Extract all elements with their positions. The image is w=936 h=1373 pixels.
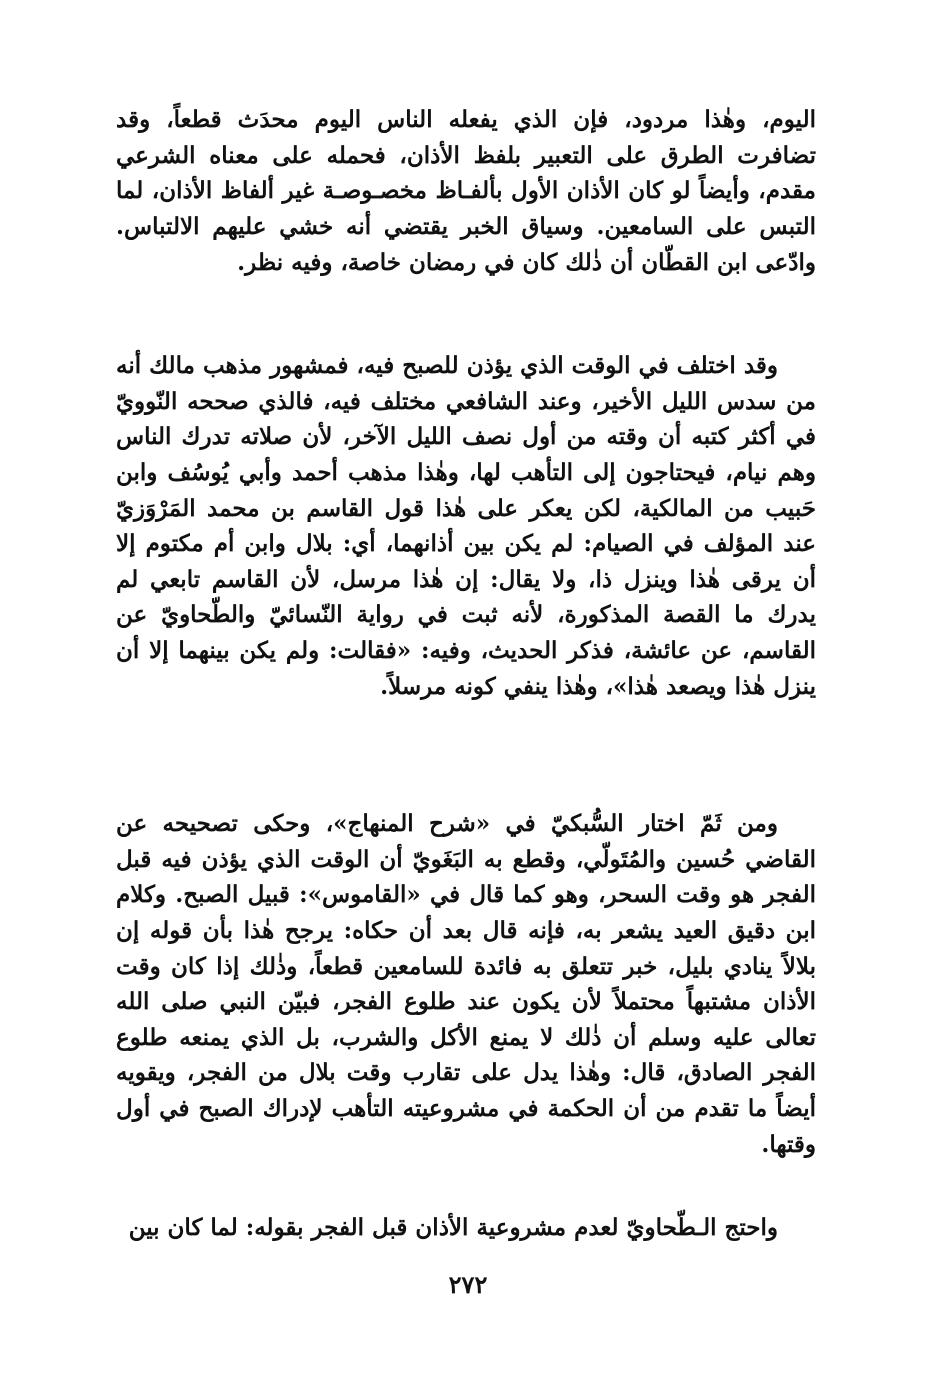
paragraph-text: اليوم، وهٰذا مردود، فإن الذي يفعله الناس اليوم محدَث قطعاً، وقد تضافرت الطرق على التعبير بلفظ الأذان، فحمله على معناه الشرعي مقدم، وأيضاً لو كان الأذان الأول بألفـاظ مخصـوصـة غير ألفاظ الأذان، لما التبس على السامعين. وسياق الخبر يقتضي أنه خشي عليهم الالتباس. وادّعى ابن القطّان أن ذٰلك كان في رمضان خاصة، وفيه نظر. (116, 106, 816, 276)
paragraph-text: واحتج الـطّحاويّ لعدم مشروعية الأذان قبل الفجر بقوله: لما كان بين (128, 1214, 778, 1241)
paragraph-continuation (116, 102, 816, 280)
paragraph-text: ومن ثَمّ اختار السُّبكيّ في «شرح المنهاج»، وحكى تصحيحه عن القاضي حُسين والمُتَولّي، وقطع به البَغَويّ أن الوقت الذي يؤذن فيه قبل الفجر هو وقت السحر، وهو كما قال في «القاموس»: قبيل الصبح. وكلام ابن دقيق العيد يشعر به، فإنه قال بعد أن حكاه: يرجح هٰذا بأن قوله إن بلالاً ينادي بليل، خبر تتعلق به فائدة للسامعين قطعاً، وذٰلك إذا كان وقت الأذان مشتبهاً محتملاً لأن يكون عند طلوع الفجر، فبيّن النبي صلى الله تعالى عليه وسلم أن ذٰلك لا يمنع الأكل والشرب، بل الذي يمنعه طلوع الفجر الصادق، قال: وهٰذا يدل على تقارب وقت بلال من الفجر، ويقويه أيضاً ما تقدم من أن الحكمة في مشروعيته التأهب لإدراك الصبح في أول وقتها. (116, 810, 816, 1158)
paragraph-tahawi (116, 1210, 816, 1246)
paragraph-adhan-time (116, 348, 816, 704)
paragraph-text: وقد اختلف في الوقت الذي يؤذن للصبح فيه، فمشهور مذهب مالك أنه من سدس الليل الأخير، وعند الشافعي مختلف فيه، فالذي صححه النّوويّ في أكثر كتبه أن وقته من أول نصف الليل الآخر، لأن صلاته تدرك الناس وهم نيام، فيحتاجون إلى التأهب لها، وهٰذا مذهب أحمد وأبي يُوسُف وابن حَبيب من المالكية، لكن يعكر على هٰذا قول القاسم بن محمد المَرْوَزيّ عند المؤلف في الصيام: لم يكن بين أذانهما، أي: بلال وابن أم مكتوم إلا أن يرقى هٰذا وينزل ذا، ولا يقال: إن هٰذا مرسل، لأن القاسم تابعي لم يدرك ما القصة المذكورة، لأنه ثبت في رواية النّسائيّ والطّحاويّ عن القاسم، عن عائشة، فذكر الحديث، وفيه: «فقالت: ولم يكن بينهما إلا أن ينزل هٰذا ويصعد هٰذا»، وهٰذا ينفي كونه مرسلاً. (116, 352, 816, 700)
paragraph-subki-opinion (116, 806, 816, 1162)
page-number: ٢٧٢ (448, 1270, 488, 1299)
